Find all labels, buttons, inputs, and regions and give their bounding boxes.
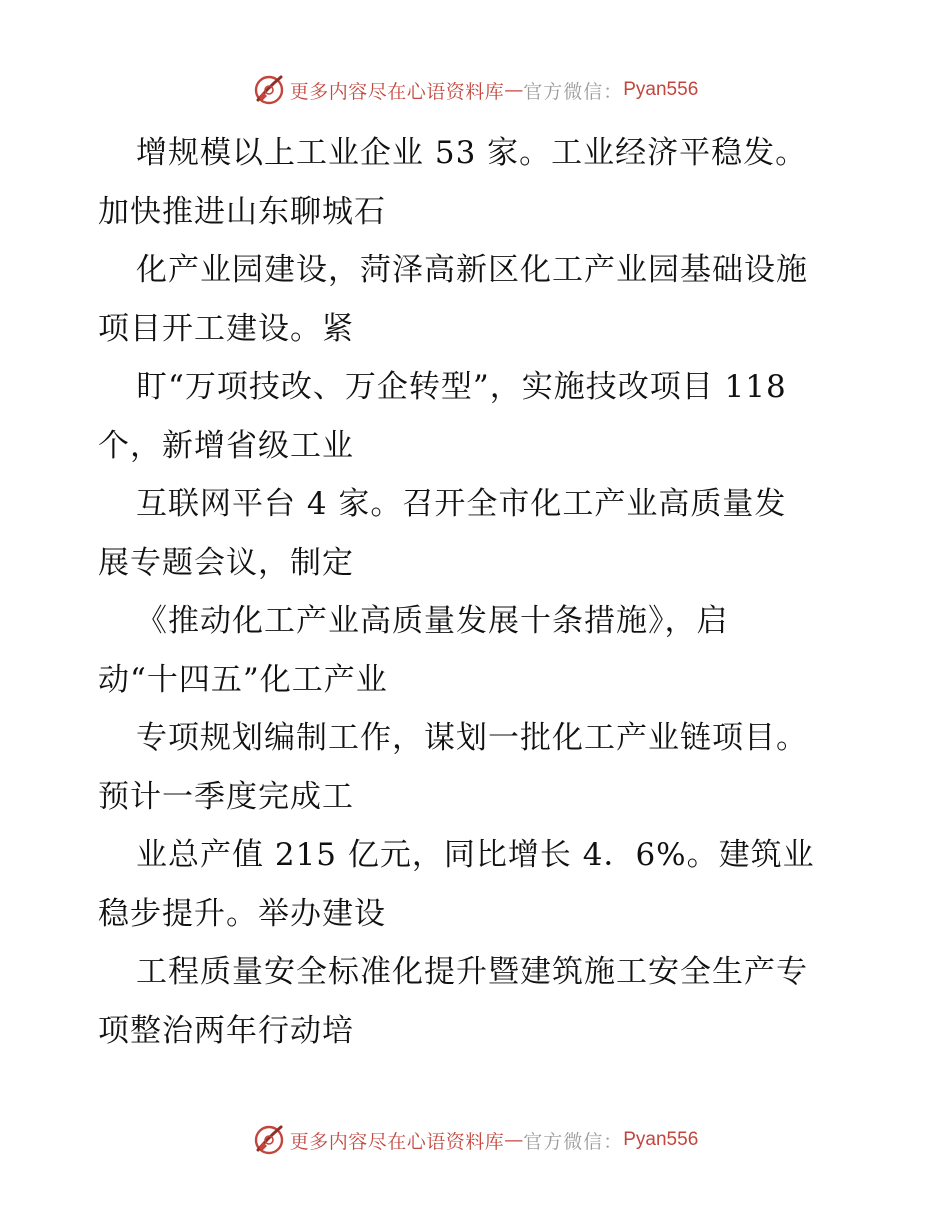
text-line: 动“十四五”化工产业 [98,661,388,698]
text-line: 稳步提升。举办建设 [98,895,386,932]
brush-pen-logo-icon [252,73,286,107]
watermark-wechat-id: Pyan556 [623,1129,699,1150]
text-line: 展专题会议，制定 [98,544,354,581]
watermark-site-text: 更多内容尽在心语资料库 [289,80,505,103]
text-line: 盯“万项技改、万企转型”，实施技改项目 118 [136,369,787,405]
text-line: 专项规划编制工作，谋划一批化工产业链项目。 [136,720,808,756]
document-body [98,124,858,1060]
watermark-dash: — [504,79,524,101]
text-line: 个，新增省级工业 [98,427,354,464]
text-line: 化产业园建设，菏泽高新区化工产业园基础设施 [136,252,808,288]
text-line: 增规模以上工业企业 53 家。工业经济平稳发。 [136,135,808,171]
footer-watermark [0,1122,950,1158]
text-line: 项整治两年行动培 [98,1012,354,1049]
watermark-official-text: 官方微信： [523,80,624,103]
watermark-site-text: 更多内容尽在心语资料库 [289,1130,505,1153]
watermark-official-text: 官方微信： [523,1130,624,1153]
text-line: 预计一季度完成工 [98,778,354,815]
watermark-wechat-id: Pyan556 [623,79,699,100]
text-line: 项目开工建设。紧 [98,310,354,347]
text-line: 业总产值 215 亿元，同比增长 4．6%。建筑业 [136,837,815,873]
brush-pen-logo-icon [252,1123,286,1157]
header-watermark [0,72,950,108]
text-line: 工程质量安全标准化提升暨建筑施工安全生产专 [136,954,808,990]
watermark-dash: — [504,1129,524,1151]
text-line: 加快推进山东聊城石 [98,193,386,230]
text-line: 互联网平台 4 家。召开全市化工产业高质量发 [136,486,787,522]
text-line: 《推动化工产业高质量发展十条措施》，启 [136,603,729,639]
